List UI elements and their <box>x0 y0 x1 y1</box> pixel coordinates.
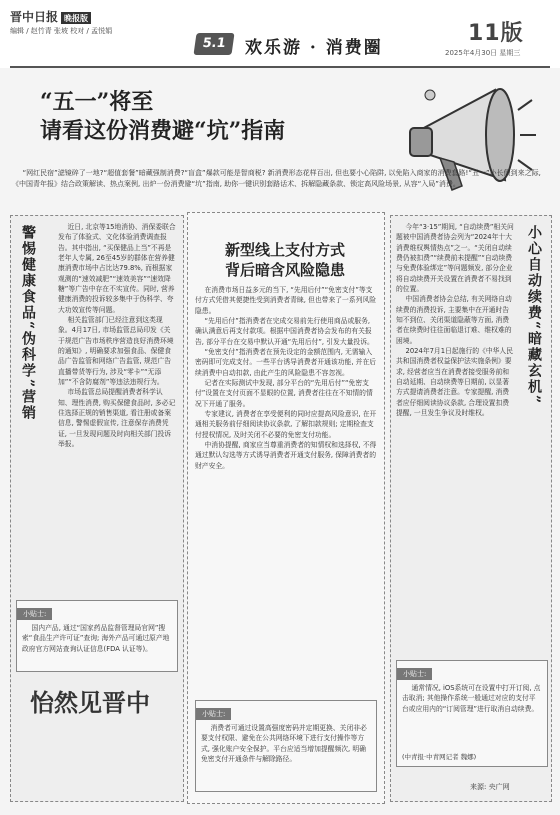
newspaper-logo: 晋中日报 晚报版 <box>10 8 91 25</box>
left-paragraph: 市场监管总局提醒消费者科学认知、理性消费, 购买保健食品时, 多必记住选择正规的销售渠道, 看注册或备案信息, 警惕虚假宣传, 注意保存消费凭证, 一旦发现问题及时向相关部门投诉举报。 <box>58 388 176 448</box>
edition-badge: 晚报版 <box>61 12 91 24</box>
left-paragraph: 相关监管部门已经注意到这类现象。4月17日, 市场监管总局印发《关于规范广告市场秩序营造良好消费环境的通知》, 明确要求加强食品、保健食品广告监管和网络广告监管, 规范广告直播带货等行为, 涉及“零卡”“无添加”“不含防腐剂”等违法违规行为。 <box>58 315 174 386</box>
left-tip-box <box>16 600 178 672</box>
holiday-badge: 5.1 <box>193 33 234 55</box>
middle-article-body <box>195 285 377 687</box>
left-article-title: 警惕健康食品“伪科学”营销 <box>20 225 36 422</box>
tip-label: 小贴士: <box>397 668 432 680</box>
page-number: 11版 <box>468 21 524 46</box>
middle-article-title <box>190 240 380 281</box>
middle-paragraph: 专家建议, 消费者在享受便利的同时应提高风险意识, 在开通相关服务前仔细阅读协议条款, 了解扣款规则; 定期检查支付授权情况, 及时关闭不必要的免密支付功能。 <box>195 409 377 439</box>
right-source: (中青报·中青网记者 魏娜) <box>402 753 477 761</box>
left-tip-text: 国内产品, 通过“国家药品监督管理局官网”搜索“食品生产许可证”查询; 海外产品可通过原产地政府官方网站查询认证信息(FDA 认证等)。 <box>22 624 170 653</box>
middle-tip-box <box>195 700 377 792</box>
right-paragraph: 中国消费者协会总结, 有关网络自动续费的消费投诉, 主要集中在开通时告知不到位、关闭渠道隐蔽等方面, 消费者在续费时往往面临退订难、维权难的困境。 <box>396 295 512 345</box>
right-paragraph: 今年“3·15”期间, “自动续费”相关问题被中国消费者协会列为“2024年十大消费维权舆情热点”之一。“关闭自动续费仍被扣费”“续费前未提醒”“自动续费与免费体验绑定”等问题频发, 部分企业将自动续费开关设置在消费者不易找到的位置。 <box>396 223 514 293</box>
middle-paragraph: 记者在实际测试中发现, 部分平台的“先用后付”“免密支付”设置在支付页面不显眼的位置, 消费者往往在不知情的情况下开通了服务。 <box>195 378 373 408</box>
left-article-body <box>58 222 176 577</box>
tip-label: 小贴士: <box>196 708 231 720</box>
middle-tip-text: 消费者可通过设置高强度密码并定期更换、关闭非必要支付权限、避免在公共网络环境下进行支付操作等方式, 强化账户安全保护。平台应适当增加提醒频次, 明确免密支付开通条件与解除路径。 <box>201 724 367 763</box>
right-tip-text: 通常情况, iOS系统可在设置中打开订阅, 点击取消; 其他操作系统一般通过对应的支付平台或应用内的“订阅管理”进行取消自动续费。 <box>402 684 541 713</box>
slogan-calligraphy: 怡然见晋中 <box>30 688 150 717</box>
lead-paragraph: “网红民宿”滤镜碎了一地?“超值套餐”暗藏强制消费?“盲盒”爆款可能是智商税? 新消费形态花样百出, 但也要小心陷阱, 以免陷入商家的消费套路!“五一”小长假到来之际, 《中国青年报》结合政策解读、热点案例, 出炉一份消费避“坑”指南, 助你一键识别套路话术、拆解隐藏条款、锁定高风险场景, 从容“入局”消费。 <box>12 169 541 188</box>
middle-paragraph: 在消费市场日益多元的当下, “先用后付”“免密支付”等支付方式凭借其便捷性受到消费者青睐, 但也带来了一系列风险隐患。 <box>195 286 377 315</box>
right-paragraph: 2024年7月1日起施行的《中华人民共和国消费者权益保护法实施条例》要求, 经营者应当在消费者接受服务前和自动延期、自动续费等日期前, 以显著方式提请消费者注意。专家提醒, 消费者应仔细阅读协议条款, 合理设置扣费提醒, 一旦发生争议及时维权。 <box>396 346 514 417</box>
right-tip-box <box>396 660 548 767</box>
tip-label: 小贴士: <box>17 608 52 620</box>
headline-line1: “五一”将至 <box>40 89 154 115</box>
middle-title-line1: 新型线上支付方式 <box>224 241 345 259</box>
middle-paragraph: 中消协提醒, 商家应当尊重消费者的知情权和选择权, 不得通过默认勾选等方式诱导消费者开通支付服务, 保障消费者的财产安全。 <box>195 440 377 470</box>
editors-line: 编辑 / 赵竹青 张坡 校对 / 孟悦娟 <box>10 27 113 35</box>
masthead-divider <box>10 66 550 68</box>
middle-paragraph: “免密支付”指消费者在预先设定的金额范围内, 无需输入密码即可完成支付。一些平台诱导消费者开通该功能, 并在后续消费中自动扣款, 由此产生的风险隐患不容忽视。 <box>195 347 377 377</box>
source-credit: 来源: 央广网 <box>470 783 510 791</box>
headline-line2: 请看这份消费避“坑”指南 <box>40 117 286 144</box>
left-paragraph: 近日, 北京等15地消协、消保委联合发布了体验式、文化体验消费调查报告。其中指出, “买保健品上当”不再是老年人专属, 26至45岁的群体在营养健康消费市场中占比达79.8%, 而根据家观测的“速效减肥”“速效美容”“速效降糖”等广告中存在不实宣传。同时, 营养健康消费的投诉较多集中于伪科学、夸大功效宣传等问题。 <box>58 223 176 314</box>
middle-paragraph: “先用后付”指消费者在完成交易前先行使用商品或服务, 确认满意后再支付款项。根据中国消费者协会发布的有关报告, 部分平台在交易中默认开通“先用后付”, 引发大量投诉。 <box>195 316 374 346</box>
middle-title-line2: 背后暗含风险隐患 <box>224 261 345 280</box>
right-article-title: 小心自动续费“暗藏玄机” <box>526 225 542 406</box>
issue-date: 2025年4月30日 星期三 <box>445 49 521 57</box>
right-article-body <box>396 222 514 652</box>
page-headline <box>40 88 420 145</box>
column-brand: 欢乐游 · 消费圈 <box>245 38 383 58</box>
